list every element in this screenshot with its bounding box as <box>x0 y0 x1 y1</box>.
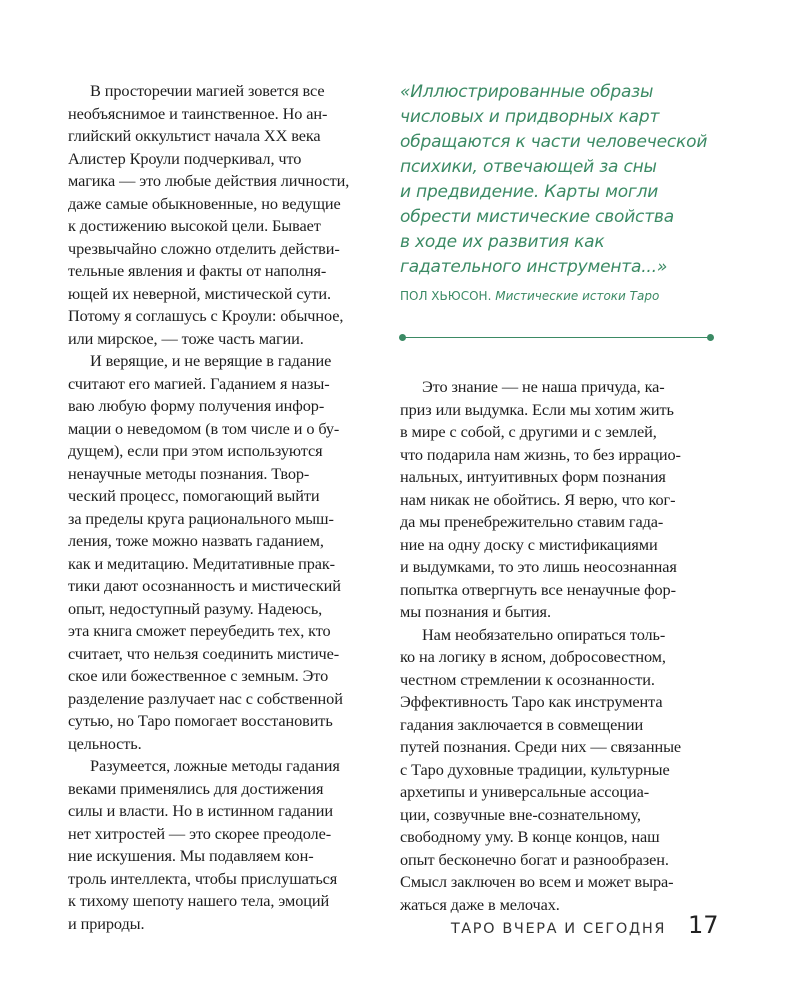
text-line: Эффективность Таро как инструмента <box>400 692 663 711</box>
text-line: разделение разлучает нас с собственной <box>68 688 343 708</box>
text-line: троль интеллекта, чтобы прислушаться <box>68 868 338 888</box>
running-title: ТАРО ВЧЕРА И СЕГОДНЯ <box>450 921 666 937</box>
quote-line: «Иллюстрированные образы <box>400 82 654 102</box>
text-line: сутью, но Таро помогает восстановить <box>68 711 333 730</box>
text-line: Алистер Кроули подчеркивал, что <box>68 148 302 168</box>
text-line: Смысл заключен во всем и может выра- <box>400 872 674 891</box>
text-line: ненаучные методы познания. Твор- <box>68 463 310 483</box>
text-line: И верящие, и не верящие в гадание <box>90 351 332 370</box>
quote-attribution <box>400 288 720 304</box>
text-line: тельные явления и факты от наполня- <box>68 261 327 280</box>
divider-dot-right <box>707 334 714 341</box>
text-line: необъяснимое и таинственное. Но ан- <box>68 103 328 123</box>
text-line: Разумеется, ложные методы гадания <box>90 756 340 775</box>
text-line: чрезвычайно сложно отделить действи- <box>68 238 340 258</box>
quote-line: обращаются к части человеческой <box>400 132 708 152</box>
text-line: приз или выдумка. Если мы хотим жить <box>400 399 674 419</box>
paragraph <box>400 376 712 624</box>
text-line: мации о неведомом (в том числе и о бу- <box>68 418 340 438</box>
text-line: честном стремлении к осознанности. <box>400 669 655 689</box>
text-line: и природы. <box>68 913 145 933</box>
text-line: опыт, недоступный разуму. Надеюсь, <box>68 598 323 618</box>
text-line: дущем), если при этом используются <box>68 441 323 460</box>
text-line: глийский оккультист начала XX века <box>68 126 321 145</box>
text-line: архетипы и универсальные ассоциа- <box>400 782 650 801</box>
left-column <box>68 80 380 935</box>
text-line: нам никак не обойтись. Я верю, что ког- <box>400 489 676 509</box>
text-line: или мирское, — тоже часть магии. <box>68 328 304 348</box>
text-line: магика — это любые действия личности, <box>68 171 350 190</box>
text-line: ние на одну доску с мистификациями <box>400 534 658 554</box>
pull-quote <box>400 80 720 280</box>
quote-line: числовых и придворных карт <box>400 107 660 127</box>
text-line: В просторечии магией зовется все <box>90 81 325 100</box>
text-line: ющей их неверной, мистической сути. <box>68 283 331 303</box>
paragraph <box>68 80 380 350</box>
text-line: нальных, интуитивных форм познания <box>400 467 666 486</box>
text-line: Это знание — не наша причуда, ка- <box>422 377 665 396</box>
text-line: считает, что нельзя соединить мистиче- <box>68 643 340 663</box>
quote-line: психики, отвечающей за сны <box>400 157 657 177</box>
text-line: тики дают осознанность и мистический <box>68 576 341 595</box>
quote-line: в ходе их развития как <box>400 232 605 252</box>
text-line: веками применялись для достижения <box>68 778 324 798</box>
text-line: к тихому шепоту нашего тела, эмоций <box>68 891 330 910</box>
text-line: опыт бесконечно богат и разнообразен. <box>400 849 669 869</box>
ornamental-divider <box>402 337 710 338</box>
text-line: свободному уму. В конце концов, наш <box>400 827 660 846</box>
text-line: за пределы круга рационального мыш- <box>68 508 334 528</box>
text-line: ко на логику в ясном, добросовестном, <box>400 647 666 666</box>
text-line: ние искушения. Мы подавляем кон- <box>68 846 314 865</box>
text-line: что подарила нам жизнь, то без иррацио- <box>400 444 681 464</box>
text-line: и выдумками, то это лишь неосознанная <box>400 557 677 576</box>
text-line: путей познания. Среди них — связанные <box>400 737 682 756</box>
text-line: ческий процесс, помогающий выйти <box>68 486 320 505</box>
paragraph <box>400 624 712 917</box>
text-line: Нам необязательно опираться толь- <box>422 624 666 644</box>
text-line: нет хитростей — это скорее преодоле- <box>68 823 332 843</box>
paragraph <box>68 755 380 935</box>
text-line: цельность. <box>68 733 142 753</box>
text-line: ваю любую форму получения инфор- <box>68 396 325 415</box>
text-line: силы и власти. Но в истинном гадании <box>68 801 333 820</box>
quote-line: и предвидение. Карты могли <box>400 182 659 202</box>
quote-line: гадательного инструмента...» <box>400 257 668 277</box>
text-line: попытка отвергнуть все ненаучные фор- <box>400 579 676 599</box>
paragraph <box>68 350 380 755</box>
quote-line: обрести мистические свойства <box>400 207 674 227</box>
text-line: как и медитацию. Медитативные прак- <box>68 553 336 573</box>
right-column <box>400 376 712 916</box>
divider-dot-left <box>399 334 406 341</box>
text-line: да мы пренебрежительно ставим гада- <box>400 512 664 531</box>
text-line: с Таро духовные традиции, культурные <box>400 759 670 779</box>
text-line: считают его магией. Гаданием я назы- <box>68 373 330 393</box>
text-line: мы познания и бытия. <box>400 602 551 621</box>
text-line: ское или божественное с земным. Это <box>68 666 329 685</box>
page-number: 17 <box>688 911 719 939</box>
text-line: в мире с собой, с другими и с землей, <box>400 422 657 441</box>
text-line: ции, созвучные вне-сознательному, <box>400 804 641 824</box>
text-line: Потому я соглашусь с Кроули: обычное, <box>68 306 344 325</box>
text-line: эта книга сможет переубедить тех, кто <box>68 621 331 640</box>
text-line: жаться даже в мелочах. <box>400 894 560 914</box>
quote-source: Мистические истоки Таро <box>495 289 660 303</box>
text-line: гадания заключается в совмещении <box>400 714 644 734</box>
text-line: к достижению высокой цели. Бывает <box>68 216 321 235</box>
quote-author: ПОЛ ХЬЮСОН. <box>400 289 492 303</box>
text-line: ления, тоже можно назвать гаданием, <box>68 531 324 550</box>
text-line: даже самые обыкновенные, но ведущие <box>68 193 341 213</box>
